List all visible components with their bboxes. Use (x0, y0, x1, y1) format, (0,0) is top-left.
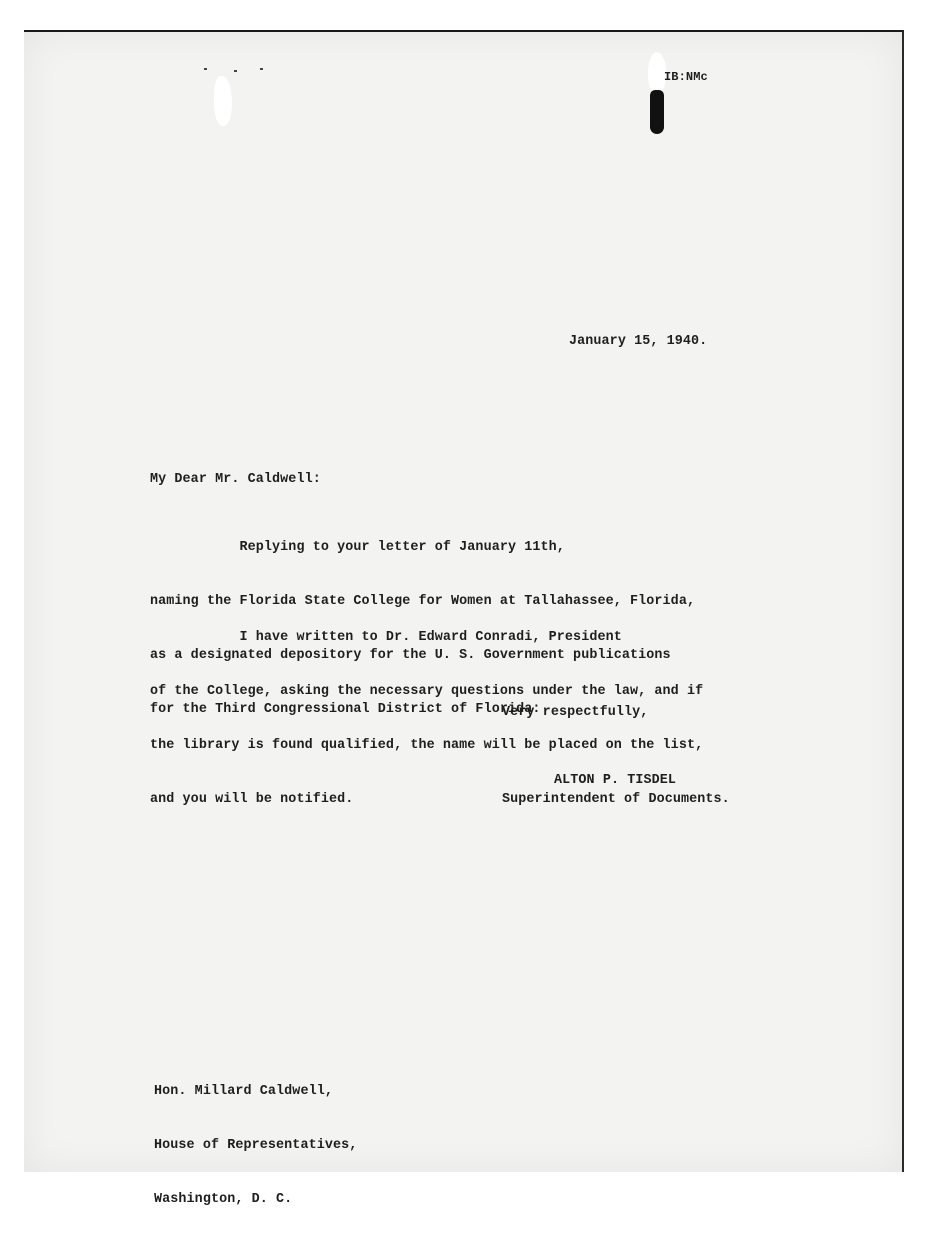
ink-blot (650, 90, 664, 134)
paragraph-line: naming the Florida State College for Women at Tallahassee, Florida, (150, 594, 696, 609)
signatory-title: Superintendent of Documents. (502, 792, 730, 807)
salutation: My Dear Mr. Caldwell: (150, 472, 321, 487)
address-line: Hon. Millard Caldwell, (154, 1084, 333, 1099)
letter-page (24, 30, 904, 1207)
paragraph-line: I have written to Dr. Edward Conradi, President (150, 630, 622, 645)
recipient-address (154, 1047, 357, 1245)
paragraph-line: the library is found qualified, the name will be placed on the list, (150, 738, 704, 753)
address-line: Washington, D. C. (154, 1192, 293, 1207)
paragraph-line: of the College, asking the necessary questions under the law, and if (150, 684, 704, 699)
address-line: House of Representatives, (154, 1138, 358, 1153)
paragraph-line: Replying to your letter of January 11th, (150, 540, 565, 555)
reference-initials: IB:NMc (664, 70, 708, 84)
speck (234, 70, 237, 72)
paragraph-line: as a designated depository for the U. S. Government publications (150, 648, 671, 663)
speck (204, 68, 207, 70)
paper-tear-mark (214, 76, 232, 126)
paragraph-line: for the Third Congressional District of Florida: (150, 702, 541, 717)
complimentary-close: Very respectfully, (502, 705, 649, 720)
signatory-name: ALTON P. TISDEL (554, 773, 677, 788)
speck (260, 68, 263, 70)
letter-date: January 15, 1940. (569, 334, 708, 349)
paragraph-line: and you will be notified. (150, 792, 354, 807)
